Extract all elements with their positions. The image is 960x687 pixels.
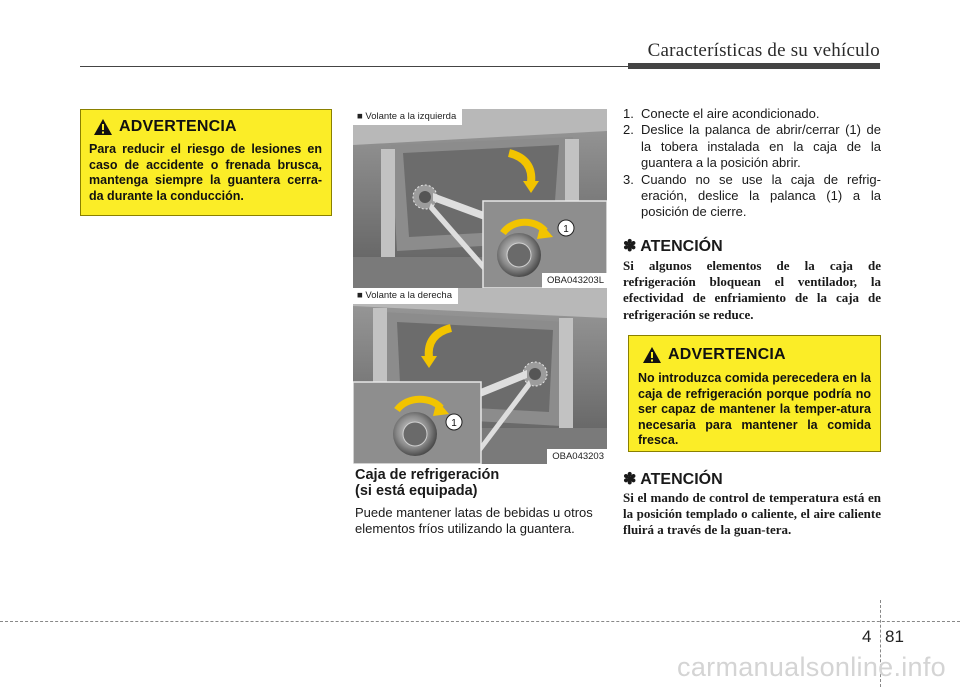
figure-caption: ■ Volante a la derecha	[353, 288, 458, 304]
attention-title: ATENCIÓN	[640, 471, 723, 488]
asterisk-icon: ✽	[623, 471, 637, 488]
section-body: Puede mantener latas de bebidas u otros elementos fríos utilizando la guantera.	[355, 505, 593, 536]
section-heading	[355, 467, 615, 499]
list-item	[623, 172, 881, 221]
attention-title: ATENCIÓN	[640, 238, 723, 255]
warning-text: No introduzca comida perecedera en la caja de refrigeración porque podría no ser capaz de mantener la temper-atura necesaria para mantener la comida fresca.	[638, 371, 871, 447]
step-text: Conecte el aire acondicionado.	[641, 106, 820, 121]
glovebox-illustration	[353, 109, 607, 288]
steps-list	[623, 106, 881, 221]
step-number: 3.	[623, 171, 634, 187]
warning-title: ADVERTENCIA	[119, 118, 237, 135]
list-item	[623, 106, 881, 122]
callout-number: 1	[451, 418, 457, 429]
step-number: 1.	[623, 106, 634, 121]
chapter-number: 4	[862, 627, 872, 646]
section-heading-line1: Caja de refrigeración	[355, 467, 500, 483]
warning-triangle-icon	[642, 346, 662, 364]
warning-title: ADVERTENCIA	[668, 346, 786, 363]
page-number: 81	[885, 627, 904, 646]
glovebox-illustration	[353, 288, 607, 464]
figure-right-hand-drive	[353, 288, 607, 464]
callout-number: 1	[563, 224, 569, 235]
figure-left-hand-drive	[353, 109, 607, 288]
asterisk-icon: ✽	[623, 238, 637, 255]
figure-code: OBA043203L	[542, 273, 607, 288]
list-item	[623, 122, 881, 171]
page-header-title: Características de su vehículo	[647, 40, 880, 61]
figure-caption: ■ Volante a la izquierda	[353, 109, 462, 125]
attention-heading	[623, 236, 723, 256]
watermark: carmanualsonline.info	[677, 652, 946, 682]
warning-box-left	[80, 109, 332, 216]
attention-text: Si algunos elementos de la caja de refrigeración bloquean el ventilador, la efectividad de enfriamiento de la caja de refrigeración se reduce.	[623, 258, 881, 322]
step-text: Deslice la palanca de abrir/cerrar (1) de la tobera instalada en la caja de la guantera a la posición abrir.	[641, 122, 881, 171]
attention-heading	[623, 469, 723, 489]
footer-rule	[0, 621, 960, 622]
header-rule-accent	[628, 63, 880, 69]
step-number: 2.	[623, 122, 634, 138]
warning-text: Para reducir el riesgo de lesiones en caso de accidente o frenada brusca, mantenga siempre la guantera cerra-da durante la conducción.	[89, 142, 322, 203]
attention-text: Si el mando de control de temperatura está en la posición templado o caliente, el aire caliente fluirá a través de la guan-tera.	[623, 490, 881, 538]
warning-box-right	[628, 335, 881, 452]
figure-code: OBA043203	[547, 449, 607, 464]
step-text: Cuando no se use la caja de refrig-eración, deslice la palanca (1) a la posición de cierre.	[641, 171, 881, 220]
warning-triangle-icon	[93, 118, 113, 136]
section-heading-line2: (si está equipada)	[355, 483, 478, 499]
